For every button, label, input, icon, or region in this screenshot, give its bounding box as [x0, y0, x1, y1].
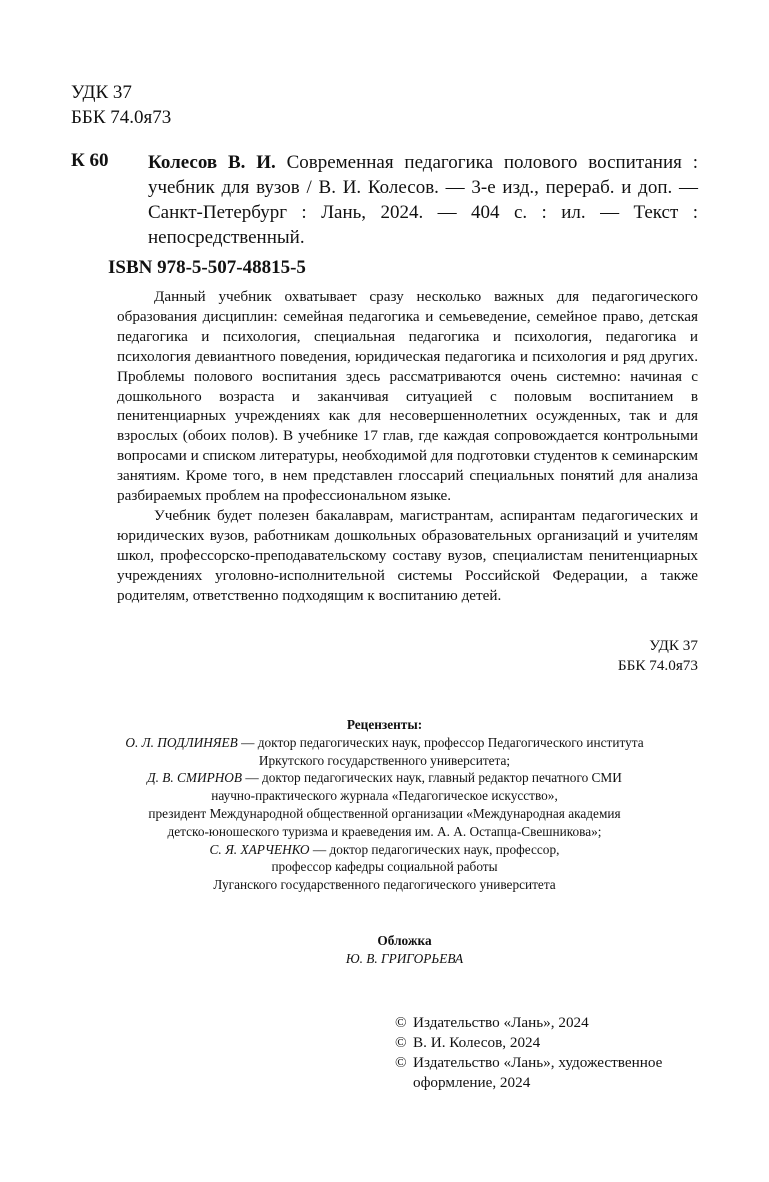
reviewer-1-line-2: Иркутского государственного университета;: [258, 752, 511, 768]
cover-heading: Обложка: [377, 933, 432, 948]
reviewers-heading: Рецензенты:: [346, 717, 423, 732]
reviewer-2: [20, 769, 749, 787]
author-mark: К 60: [71, 150, 109, 171]
bibliographic-description: [148, 150, 698, 250]
classification-bottom: [618, 636, 698, 676]
reviewer-2-line-2: научно-практического журнала «Педагогическое искусство»,: [211, 788, 558, 804]
bibliographic-text: Современная педагогика полового воспитания : учебник для вузов / В. И. Колесов. — 3-е изд., перераб. и доп. — Санкт-Петербург : Лань, 2024. — 404 с. : ил. — Текст : непосредственный.: [148, 152, 698, 248]
udk-code-bottom: УДК 37: [649, 637, 698, 654]
copyright-line-2: [395, 1033, 713, 1053]
cover-designer: Ю. В. ГРИГОРЬЕВА: [345, 950, 464, 966]
abstract-paragraph-2: Учебник будет полезен бакалаврам, магистрантам, аспирантам педагогических и юридических вузов, работникам дошкольных образовательных организаций и учителям школ, профессорско-преподавательскому составу вузов, специалистам пенитенциарных учреждениях уголовно-исполнительной системы Российской Федерации, а также родителям, ответственно подходящим к воспитанию детей.: [117, 506, 698, 604]
reviewer-2-name: Д. В. СМИРНОВ: [147, 770, 243, 786]
copyright-text-2: В. И. Колесов, 2024: [413, 1034, 541, 1051]
copyright-block: [395, 1013, 713, 1093]
bbk-code-bottom: ББК 74.0я73: [617, 657, 698, 674]
isbn: ISBN 978-5-507-48815-5: [108, 257, 306, 278]
reviewer-3-line-1: — доктор педагогических наук, профессор,: [309, 841, 560, 857]
udk-code: УДК 37: [71, 82, 132, 103]
abstract: [117, 287, 698, 606]
reviewer-1-name: О. Л. ПОДЛИНЯЕВ: [125, 734, 238, 750]
copyright-icon: ©: [395, 1014, 407, 1031]
reviewer-3-line-3: Луганского государственного педагогического университета: [213, 877, 556, 893]
reviewer-2-line-3: президент Международной общественной организации «Международная академия: [148, 805, 621, 821]
copyright-text-1: Издательство «Лань», 2024: [413, 1014, 589, 1031]
reviewer-3: [20, 841, 749, 859]
reviewers-block: [20, 716, 749, 894]
copyright-text-3: Издательство «Лань», художественное оформление, 2024: [413, 1054, 663, 1091]
author-name: Колесов В. И.: [148, 152, 276, 173]
reviewer-3-line-2: профессор кафедры социальной работы: [271, 859, 498, 875]
copyright-icon: ©: [395, 1054, 407, 1071]
cover-credit: [20, 932, 769, 968]
copyright-line-1: [395, 1013, 713, 1033]
reviewer-1-line-1: — доктор педагогических наук, профессор Педагогического института: [237, 734, 644, 750]
reviewer-2-line-4: детско-юношеского туризма и краеведения им. А. А. Остапца-Свешникова»;: [167, 823, 602, 839]
copyright-icon: ©: [395, 1034, 407, 1051]
reviewer-3-name: С. Я. ХАРЧЕНКО: [209, 841, 310, 857]
abstract-paragraph-1: Данный учебник охватывает сразу несколько важных для педагогического образования дисциплин: семейная педагогика и семьеведение, семейное право, детская педагогика и психология, специальная педагогика и психология, педагогика и психология девиантного поведения, юридическая педагогика и психология и ряд других. Проблемы полового воспитания здесь рассматриваются очень системно: начиная с дошкольного возраста и заканчивая ситуацией с половым воспитанием в пенитенциарных учреждениях как для несовершеннолетних осужденных, так и для взрослых (обоих полов). В учебнике 17 глав, где каждая сопровождается контрольными вопросами и списком литературы, необходимой для подготовки студентов к семинарским занятиям. Кроме того, в нем представлен глоссарий специальных понятий для анализа разбираемых проблем на профессиональном языке.: [117, 288, 698, 505]
bbk-code: ББК 74.0я73: [71, 107, 172, 128]
classification-block: [71, 80, 171, 130]
reviewer-1: [20, 734, 749, 752]
reviewer-2-line-1: — доктор педагогических наук, главный редактор печатного СМИ: [242, 770, 622, 786]
copyright-line-3: [395, 1053, 713, 1093]
